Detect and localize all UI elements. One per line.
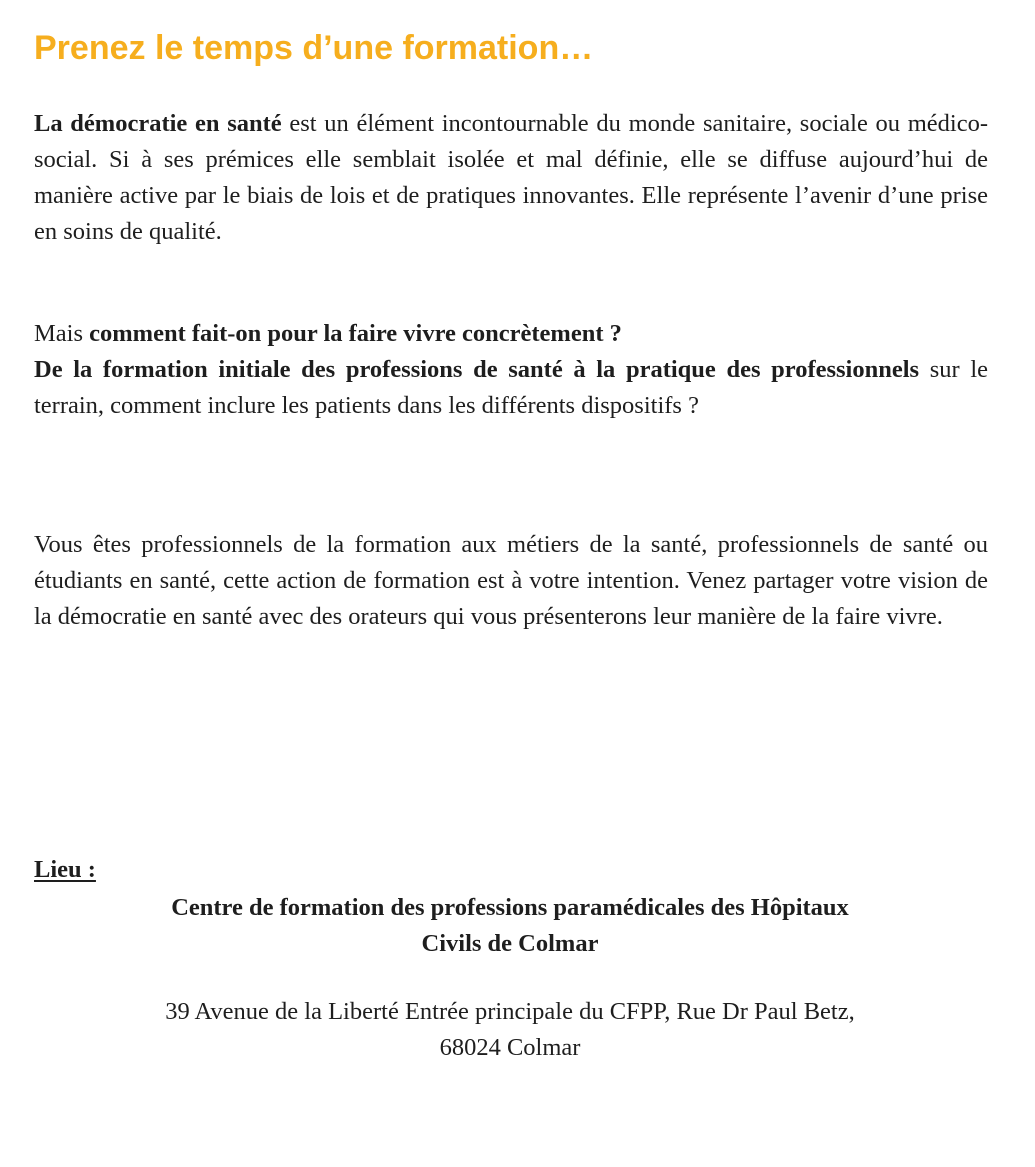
- intro-bold-lead: La démocratie en santé: [34, 110, 282, 137]
- question-paragraph: [34, 352, 988, 424]
- question-paragraph-text: sur le terrain, comment inclure les patients dans les différents dispositifs ?: [34, 356, 989, 419]
- question-section: [34, 316, 988, 424]
- address-line-2: 68024 Colmar: [439, 1034, 581, 1061]
- intro-text: est un élément incontournable du monde sanitaire, sociale ou médico-social. Si à ses prémices elle semblait isolée et mal définie, elle se diffuse aujourd’hui de manière active par le biais de lois et de pratiques innovantes. Elle représente l’avenir d’une prise en soins de qualité.: [34, 110, 988, 245]
- venue-address: [20, 994, 1000, 1066]
- question-paragraph-bold: De la formation initiale des professions de santé à la pratique des professionnels: [34, 356, 920, 383]
- lieu-label: Lieu :: [34, 856, 96, 883]
- venue-line-1: Centre de formation des professions paramédicales des Hôpitaux: [171, 894, 849, 921]
- question-bold: comment fait-on pour la faire vivre concrètement ?: [89, 320, 622, 347]
- intro-paragraph: [34, 106, 988, 250]
- venue-line-2: Civils de Colmar: [421, 930, 599, 957]
- venue-name: [20, 890, 1000, 962]
- page-title: Prenez le temps d’une formation…: [34, 29, 594, 67]
- question-prefix: Mais: [34, 320, 90, 347]
- invitation-paragraph: Vous êtes professionnels de la formation aux métiers de la santé, professionnels de santé ou étudiants en santé, cette action de formation est à votre intention. Venez partager votre vision de la démocratie en santé avec des orateurs qui vous présenterons leur manière de la faire vivre.: [34, 531, 988, 630]
- address-line-1: 39 Avenue de la Liberté Entrée principale du CFPP, Rue Dr Paul Betz,: [165, 998, 855, 1025]
- question-line: [34, 316, 988, 352]
